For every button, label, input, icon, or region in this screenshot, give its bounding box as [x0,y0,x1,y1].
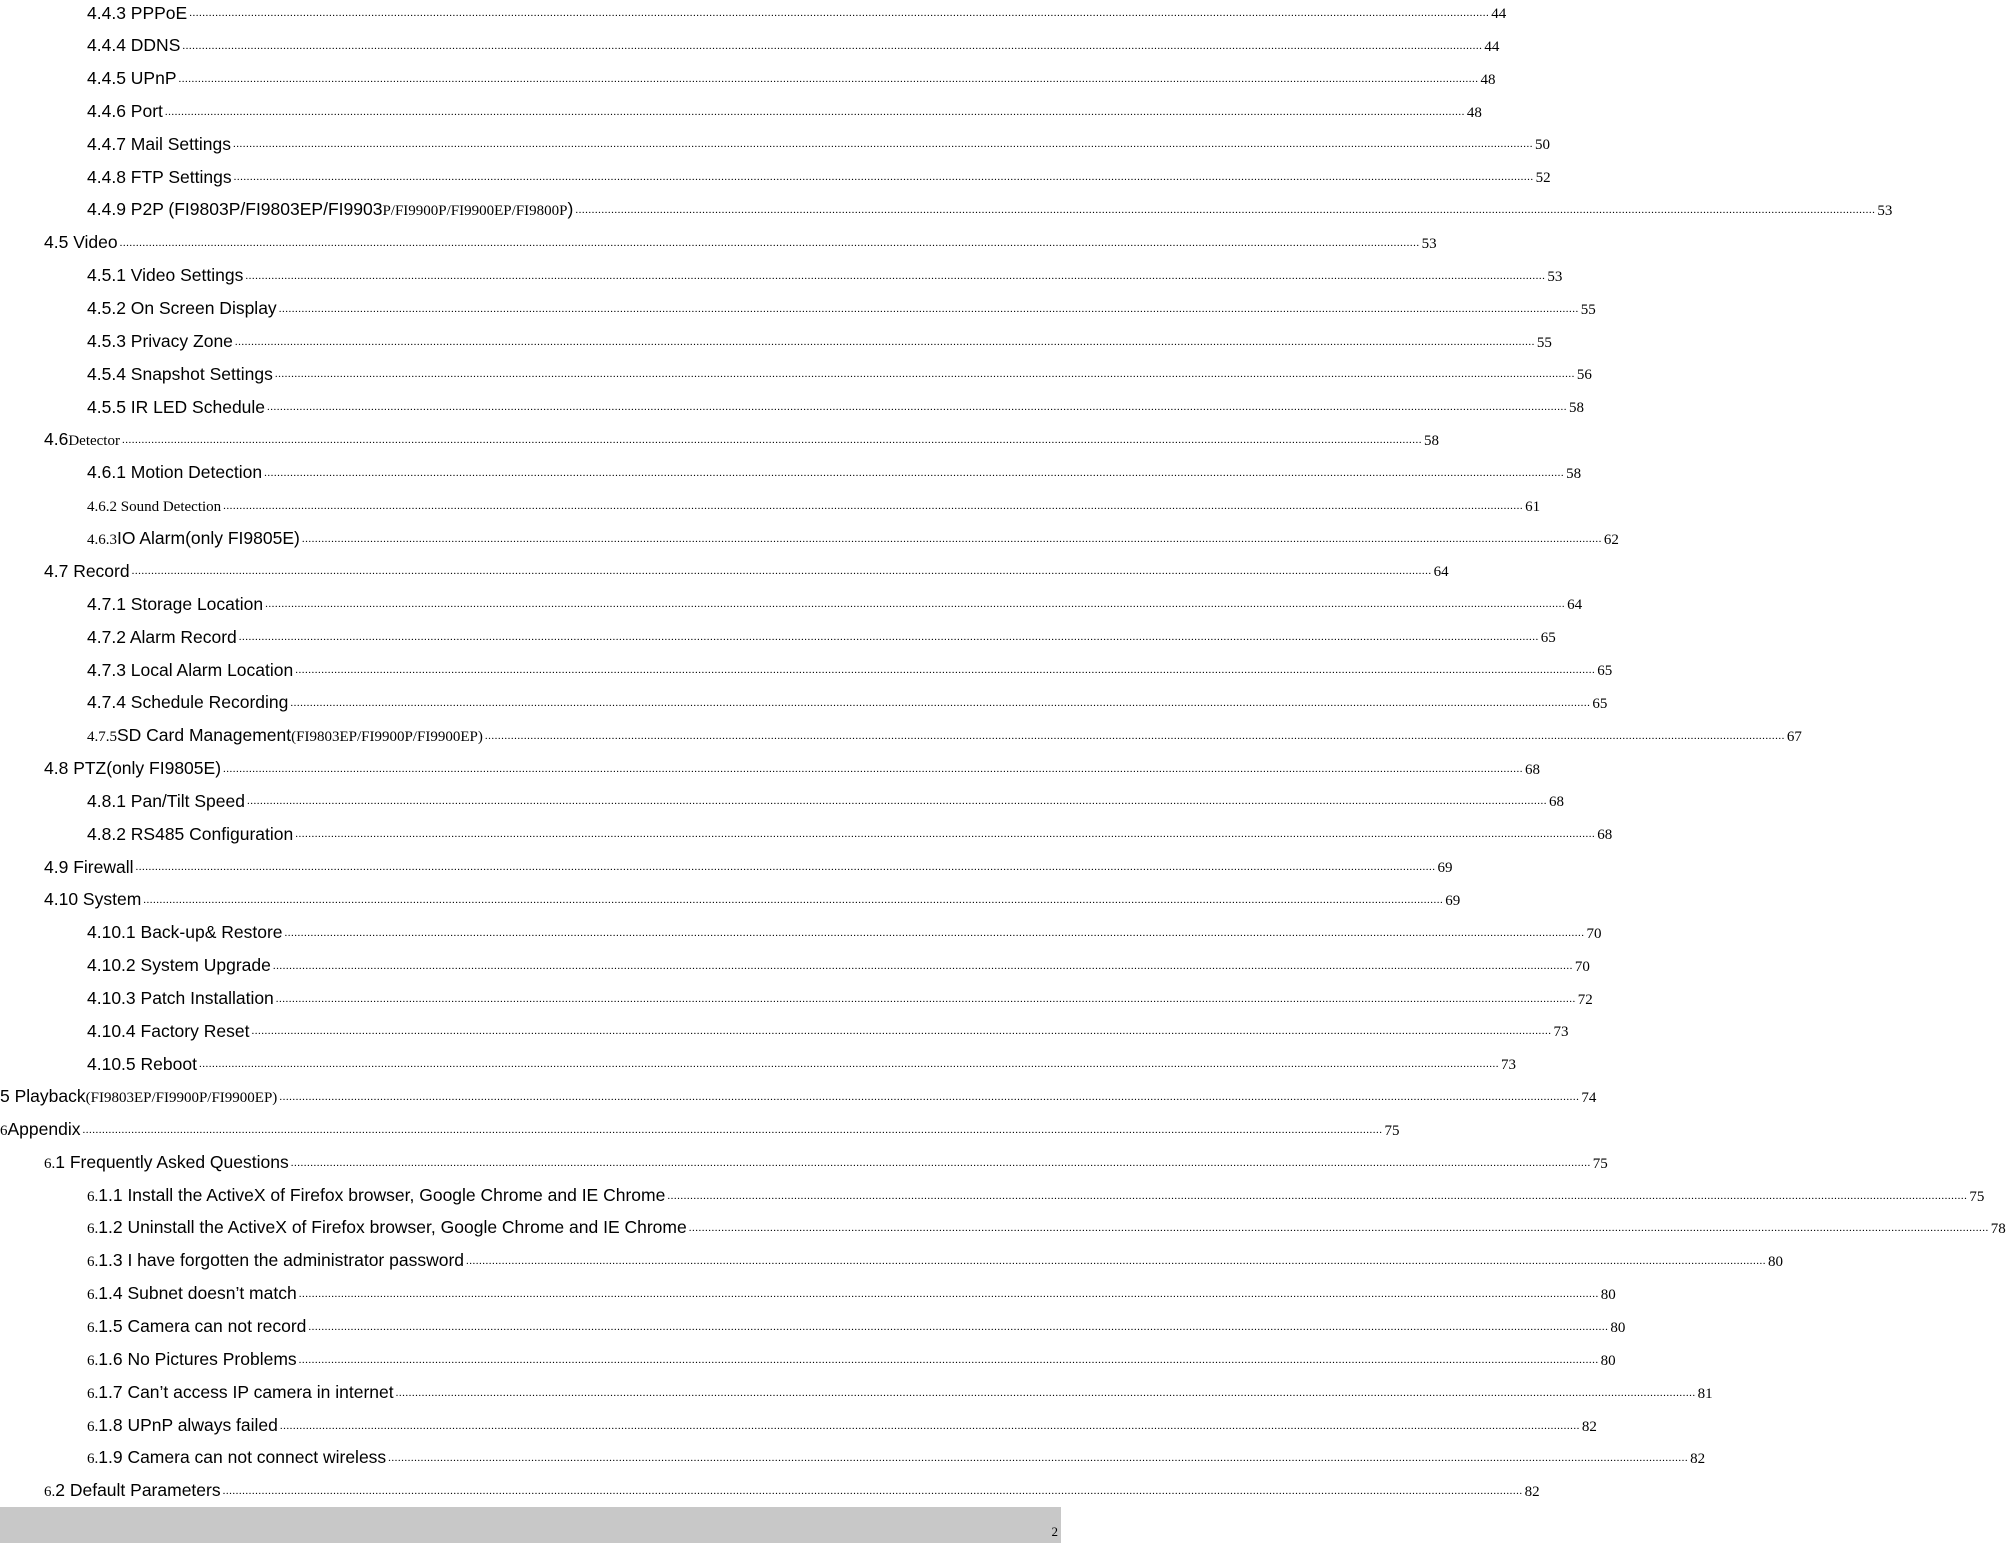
toc-entry-title: 4.5.4 Snapshot Settings [87,363,273,384]
toc-entry[interactable] [87,616,1556,647]
toc-entry-title [44,1482,221,1500]
toc-dot-leader: ................................................................................................................................................................................................................................................................................................................................................................................................................ [234,335,1535,348]
toc-entry-num: 6. [87,1320,99,1336]
toc-entry[interactable] [44,222,1437,253]
toc-entry-page: 69 [1445,892,1461,909]
toc-dot-leader: ................................................................................................................................................................................................................................................................................................................................................................................................................ [182,39,1483,52]
toc-entry[interactable] [44,879,1461,910]
toc-entry-title [44,760,221,778]
toc-entry-title [87,1053,197,1074]
toc-dot-leader: ................................................................................................................................................................................................................................................................................................................................................................................................................ [278,302,1579,315]
toc-dot-leader: ................................................................................................................................................................................................................................................................................................................................................................................................................ [121,434,1422,447]
toc-entry-page: 73 [1500,1057,1516,1074]
toc-entry-page: 58 [1569,400,1585,417]
toc-entry[interactable] [87,780,1564,811]
toc-entry-title: 4.10.2 System Upgrade [87,955,271,976]
toc-entry-page: 55 [1536,334,1552,351]
toc-entry[interactable] [44,1470,1540,1501]
toc-entry[interactable] [87,485,1541,515]
toc-entry[interactable] [87,123,1550,154]
toc-entry-title: 4.4.7 Mail Settings [87,133,231,154]
toc-entry-title: 4.4.6 Port [87,101,163,122]
toc-entry-title: 1.8 UPnP always failed [98,1414,278,1435]
toc-entry-title [87,957,271,975]
toc-entry-title: 1.4 Subnet doesn’t match [98,1283,297,1304]
toc-entry-page: 53 [1547,268,1563,285]
toc-entry-title [0,1118,81,1139]
toc-entry-title: 4.10 System [44,889,142,910]
toc-dot-leader: ................................................................................................................................................................................................................................................................................................................................................................................................................ [119,236,1420,249]
toc-dot-leader: ................................................................................................................................................................................................................................................................................................................................................................................................................ [82,1123,1383,1136]
toc-entry-page: 65 [1592,695,1608,712]
toc-entry[interactable] [87,386,1585,417]
toc-entry-title: 4.7.3 Local Alarm Location [87,659,294,680]
toc-entry[interactable] [44,1142,1608,1172]
toc-entry-num: 6. [87,1385,99,1402]
toc-entry-title: 4.6.1 Motion Detection [87,462,263,483]
toc-entry-page: 75 [1969,1188,1985,1205]
toc-entry-title [87,1414,278,1435]
toc-entry-page: 48 [1480,71,1496,88]
toc-entry-num: 6. [87,1188,99,1205]
toc-entry-title [87,823,294,844]
toc-entry-page: 62 [1603,531,1619,548]
toc-entry[interactable] [87,156,1551,187]
toc-entry[interactable] [87,58,1496,89]
toc-entry-title [87,1348,297,1369]
toc-entry[interactable] [87,353,1592,384]
toc-entry[interactable] [87,1207,2006,1238]
toc-dot-leader: ................................................................................................................................................................................................................................................................................................................................................................................................................ [295,664,1596,676]
toc-entry-title: 4.10.3 Patch Installation [87,988,274,1008]
toc-entry-title [87,1184,666,1205]
toc-entry[interactable] [87,912,1602,943]
toc-entry-page: 82 [1581,1418,1597,1435]
toc-entry-title [87,724,483,745]
toc-dot-leader: ................................................................................................................................................................................................................................................................................................................................................................................................................ [251,1025,1552,1038]
toc-entry-title: 5 Playback [0,1086,86,1107]
toc-dot-leader: ................................................................................................................................................................................................................................................................................................................................................................................................................ [308,1321,1609,1333]
toc-entry-num: 6. [87,1418,99,1435]
toc-entry-title: 2 Default Parameters [55,1480,221,1501]
toc-entry-title [87,990,274,1008]
toc-entry[interactable] [87,978,1593,1008]
toc-entry-title [44,1151,289,1172]
toc-entry-suffix: 3 [109,531,117,548]
toc-entry[interactable] [87,1372,1713,1402]
toc-entry-title [87,924,283,942]
toc-entry-page: 69 [1437,860,1453,877]
toc-entry-title: 4.5.1 Video Settings [87,265,244,286]
toc-entry[interactable] [87,1339,1616,1369]
toc-entry-title: 4.8 PTZ(only FI9805E) [44,758,222,779]
toc-entry-num: 6. [87,1451,99,1468]
toc-entry-title: 4.5.5 IR LED Schedule [87,396,266,417]
toc-entry-title: 4.9 Firewall [44,856,134,877]
toc-entry[interactable] [87,583,1583,614]
toc-entry-title: 4.4.5 UPnP [87,68,177,89]
toc-dot-leader: ................................................................................................................................................................................................................................................................................................................................................................................................................ [178,72,1479,85]
toc-dot-leader: ................................................................................................................................................................................................................................................................................................................................................................................................................ [223,499,1524,512]
toc-dot-leader: ................................................................................................................................................................................................................................................................................................................................................................................................................ [265,598,1566,611]
toc-dot-leader: ................................................................................................................................................................................................................................................................................................................................................................................................................ [298,1353,1599,1366]
toc-entry-title: 1 Frequently Asked Questions [55,1151,289,1172]
toc-entry-title [87,201,573,219]
toc-entry[interactable] [87,1273,1616,1304]
toc-entry[interactable] [87,1175,1985,1205]
toc-dot-leader: ................................................................................................................................................................................................................................................................................................................................................................................................................ [279,1091,1580,1104]
toc-entry-page: 67 [1786,728,1802,745]
toc-entry-title [87,1020,250,1041]
toc-entry-title: 4.10.5 Reboot [87,1053,197,1074]
toc-entry-num: 6. [44,1484,56,1501]
toc-entry-title [87,103,163,121]
toc-dot-leader: ................................................................................................................................................................................................................................................................................................................................................................................................................ [290,696,1591,709]
toc-entry-page: 70 [1586,925,1602,942]
toc-entry-title [44,560,130,581]
toc-entry[interactable] [87,25,1500,56]
toc-entry-title: 4.4.4 DDNS [87,35,181,56]
toc-entry-suffix: 5 [109,728,117,745]
toc-dot-leader: ................................................................................................................................................................................................................................................................................................................................................................................................................ [484,729,1785,742]
toc-entry-title [87,133,231,154]
toc-entry[interactable] [87,91,1482,122]
toc-dot-leader: ................................................................................................................................................................................................................................................................................................................................................................................................................ [301,532,1602,545]
toc-dot-leader: ................................................................................................................................................................................................................................................................................................................................................................................................................ [143,893,1444,906]
toc-dot-leader: ................................................................................................................................................................................................................................................................................................................................................................................................................ [131,565,1432,578]
toc-entry-num: 6. [87,1254,99,1271]
toc-entry-title: 4.5.3 Privacy Zone [87,331,233,351]
toc-entry-suffix: 4.6.2 Sound Detection [87,498,222,515]
toc-entry-title: 4.4.9 P2P (FI9803P/FI9803EP/FI9903 [87,199,383,220]
toc-entry-title: 4.5.2 On Screen Display [87,298,277,319]
toc-entry[interactable] [87,1240,1784,1271]
toc-entry-title: 4.8.1 Pan/Tilt Speed [87,790,245,811]
toc-entry-num: 6. [87,1352,99,1369]
toc-entry[interactable] [87,1405,1597,1435]
toc-entry-title [87,626,237,647]
toc-dot-leader: ................................................................................................................................................................................................................................................................................................................................................................................................................ [575,204,1876,217]
toc-entry-title [87,1381,394,1402]
toc-entry-num: 6. [87,1287,99,1304]
toc-entry[interactable] [87,0,1507,23]
toc-entry-title [44,431,120,449]
toc-dot-leader: ................................................................................................................................................................................................................................................................................................................................................................................................................ [688,1222,1989,1235]
toc-entry-page: 44 [1491,6,1507,22]
toc-dot-leader: ................................................................................................................................................................................................................................................................................................................................................................................................................ [290,1156,1591,1169]
toc-entry-page: 55 [1580,301,1596,318]
toc-entry-page: 61 [1525,498,1541,515]
toc-entry-page: 48 [1466,104,1482,121]
toc-entry-suffix: Detector [68,433,120,450]
toc-entry[interactable] [44,748,1541,779]
toc-entry-page: 58 [1566,465,1582,482]
toc-entry-page: 81 [1697,1385,1713,1402]
toc-entry-page: 80 [1610,1320,1626,1336]
toc-entry-title [87,166,232,187]
toc-entry-title: 4.5 Video [44,232,118,253]
toc-dot-leader: ................................................................................................................................................................................................................................................................................................................................................................................................................ [164,105,1465,118]
toc-entry-page: 64 [1433,564,1449,581]
toc-entry-num: 6 [0,1122,8,1139]
toc-entry-title [87,593,264,614]
toc-dot-leader: ................................................................................................................................................................................................................................................................................................................................................................................................................ [198,1058,1499,1071]
toc-dot-leader: ................................................................................................................................................................................................................................................................................................................................................................................................................ [232,138,1533,151]
toc-entry-page: 53 [1421,235,1437,252]
toc-entry-page: 50 [1534,137,1550,154]
toc-dot-leader: ................................................................................................................................................................................................................................................................................................................................................................................................................ [189,7,1490,19]
toc-dot-leader: ................................................................................................................................................................................................................................................................................................................................................................................................................ [264,466,1565,479]
toc-entry-suffix: P/FI9900P/FI9900EP/FI9800P [382,203,568,220]
toc-entry-suffix2: ) [567,199,574,220]
toc-entry-title [87,694,288,712]
toc-entry-page: 68 [1548,794,1564,811]
toc-dot-leader: ................................................................................................................................................................................................................................................................................................................................................................................................................ [284,926,1585,939]
toc-entry-page: 74 [1581,1090,1597,1107]
toc-dot-leader: ................................................................................................................................................................................................................................................................................................................................................................................................................ [233,171,1534,184]
toc-dot-leader: ................................................................................................................................................................................................................................................................................................................................................................................................................ [279,1419,1580,1432]
toc-entry[interactable] [87,1043,1516,1074]
toc-entry-title [87,790,245,811]
toc-entry-page: 80 [1768,1254,1784,1271]
toc-entry-page: 80 [1600,1287,1616,1304]
toc-dot-leader: ................................................................................................................................................................................................................................................................................................................................................................................................................ [135,861,1436,874]
toc-entry-page: 44 [1484,38,1500,55]
toc-entry-title [87,1252,464,1270]
toc-entry-title: 4.4.8 FTP Settings [87,166,232,187]
toc-entry-page: 68 [1525,761,1541,778]
toc-entry-page: 80 [1600,1352,1616,1369]
toc-dot-leader: ................................................................................................................................................................................................................................................................................................................................................................................................................ [395,1386,1696,1399]
toc-entry-title [87,363,273,384]
toc-entry-page: 56 [1576,367,1592,384]
toc-entry-title [87,2,188,23]
toc-entry-suffix3: (FI9803EP/FI9900P/FI9900EP) [291,728,483,745]
toc-entry-title: 1.5 Camera can not record [98,1316,307,1336]
toc-entry-title: 4.8.2 RS485 Configuration [87,823,294,844]
toc-entry[interactable] [0,1076,1597,1107]
toc-entry-num: 6. [44,1155,56,1172]
toc-entry-title: 1.3 I have forgotten the administrator password [98,1250,465,1271]
toc-entry-page: 72 [1577,991,1593,1008]
toc-entry-page: 75 [1384,1122,1400,1139]
toc-entry-page: 65 [1597,663,1613,679]
toc-entry-title: 4.4.3 PPPoE [87,2,188,23]
toc-entry-title: 1.2 Uninstall the ActiveX of Firefox browser, Google Chrome and IE Chrome [98,1217,687,1238]
toc-entry-suffix2: IO Alarm(only FI9805E) [117,527,300,548]
toc-entry-num: 6. [87,1221,99,1238]
toc-entry[interactable] [87,518,1619,548]
toc-dot-leader: ................................................................................................................................................................................................................................................................................................................................................................................................................ [245,269,1546,282]
toc-dot-leader: ................................................................................................................................................................................................................................................................................................................................................................................................................ [295,828,1596,841]
toc-entry[interactable] [0,1109,1400,1139]
toc-entry[interactable] [87,321,1552,351]
toc-entry-title: 1.7 Can’t access IP camera in internet [98,1381,394,1402]
toc-entry-page: 58 [1423,433,1439,450]
toc-entry-title: 1.9 Camera can not connect wireless [98,1447,387,1468]
toc-entry-title [87,396,266,417]
toc-entry-title: 1.1 Install the ActiveX of Firefox browser, Google Chrome and IE Chrome [98,1184,666,1205]
toc-entry-title: Appendix [7,1118,81,1139]
toc-entry[interactable] [87,945,1590,976]
toc-entry-title [87,300,277,318]
toc-entry-title: 4.7.2 Alarm Record [87,626,237,647]
toc-dot-leader: ................................................................................................................................................................................................................................................................................................................................................................................................................ [222,1485,1523,1498]
toc-entry[interactable] [87,189,1893,220]
toc-entry[interactable] [87,649,1613,680]
toc-entry-title: 4.7.1 Storage Location [87,593,264,614]
toc-entry-page: 65 [1540,630,1556,647]
toc-dot-leader: ................................................................................................................................................................................................................................................................................................................................................................................................................ [388,1452,1689,1465]
footer-page-number: 2 [1051,1524,1058,1539]
toc-entry[interactable] [87,715,1802,745]
toc-entry[interactable] [44,550,1449,581]
toc-entry[interactable] [87,682,1608,713]
toc-entry-page: 64 [1567,597,1583,614]
toc-entry-title: 4.7.4 Schedule Recording [87,692,289,713]
toc-entry-page: 75 [1592,1155,1608,1172]
toc-entry-title [0,1088,277,1106]
toc-entry-num: 4.7. [87,728,110,745]
toc-entry-page: 70 [1574,958,1590,975]
toc-entry-title [87,659,294,680]
toc-entry-page: 82 [1524,1484,1540,1501]
toc-entry-title: 1.6 No Pictures Problems [98,1348,297,1369]
toc-entry-page: 73 [1553,1024,1569,1041]
toc-dot-leader: ................................................................................................................................................................................................................................................................................................................................................................................................................ [274,368,1575,381]
toc-entry-title [44,234,118,252]
toc-entry-title: 4.10.1 Back-up& Restore [87,922,283,943]
toc-dot-leader: ................................................................................................................................................................................................................................................................................................................................................................................................................ [466,1255,1767,1268]
toc-entry[interactable] [87,1437,1706,1468]
toc-entry-title [87,333,233,351]
toc-entry-title [87,37,180,55]
toc-entry-suffix: (FI9803EP/FI9900P/FI9900EP) [85,1090,278,1107]
toc-entry-page: 68 [1597,827,1613,844]
toc-entry-suffix2: SD Card Management [117,724,292,745]
toc-dot-leader: ................................................................................................................................................................................................................................................................................................................................................................................................................ [238,631,1539,644]
toc-entry-title [87,1285,297,1303]
toc-entry-page: 52 [1535,170,1551,187]
toc-entry-title: 4.10.4 Factory Reset [87,1020,250,1041]
toc-entry-title [87,70,177,88]
toc-entry-title [87,1449,386,1467]
toc-entry[interactable] [87,255,1563,286]
toc-entry-title [44,856,134,877]
toc-entry-title [87,267,243,285]
toc-entry-title [44,891,141,909]
toc-dot-leader: ................................................................................................................................................................................................................................................................................................................................................................................................................ [272,959,1573,972]
toc-entry[interactable] [87,288,1596,319]
toc-dot-leader: ................................................................................................................................................................................................................................................................................................................................................................................................................ [275,992,1576,1005]
toc-entry[interactable] [87,813,1613,844]
toc-entry-title: 4.7 Record [44,560,130,581]
page-footer [0,1507,1061,1543]
toc-entry[interactable] [87,452,1582,483]
toc-entry-title [87,500,221,515]
toc-dot-leader: ................................................................................................................................................................................................................................................................................................................................................................................................................ [223,762,1524,775]
toc-entry-title [87,1318,306,1336]
toc-entry[interactable] [87,1306,1626,1336]
toc-dot-leader: ................................................................................................................................................................................................................................................................................................................................................................................................................ [298,1288,1599,1301]
toc-entry-page: 53 [1877,203,1893,220]
toc-entry-page: 82 [1690,1451,1706,1468]
toc-entry[interactable] [87,1010,1569,1041]
toc-entry[interactable] [44,846,1453,877]
toc-entry[interactable] [44,419,1439,450]
toc-dot-leader: ................................................................................................................................................................................................................................................................................................................................................................................................................ [267,401,1568,414]
toc-entry-title [87,464,262,482]
toc-dot-leader: ................................................................................................................................................................................................................................................................................................................................................................................................................ [667,1189,1968,1202]
toc-dot-leader: ................................................................................................................................................................................................................................................................................................................................................................................................................ [246,795,1547,808]
toc-entry-title: 4.6 [44,429,69,450]
toc-entry-page: 78 [1990,1221,2006,1238]
toc-entry-num: 4.6. [87,531,110,548]
toc-entry-title [87,527,300,548]
toc-entry-title [87,1219,687,1237]
